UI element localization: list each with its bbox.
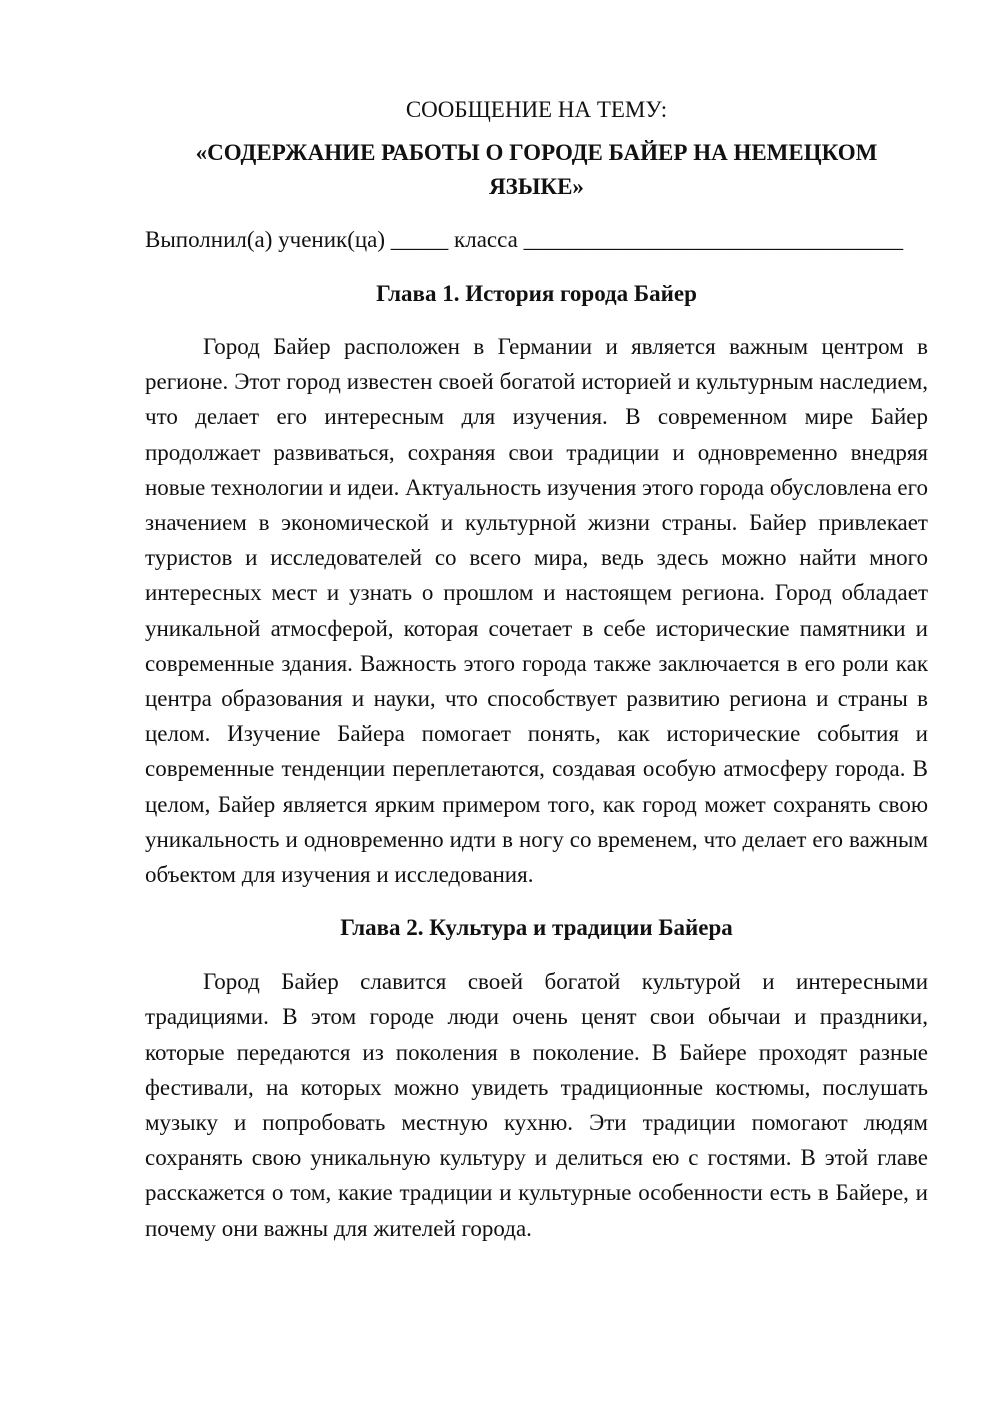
document-header-label: СООБЩЕНИЕ НА ТЕМУ:	[405, 97, 668, 122]
document-page	[145, 90, 928, 1246]
document-title: «СОДЕРЖАНИЕ РАБОТЫ О ГОРОДЕ БАЙЕР НА НЕМЕЦКОМ ЯЗЫКЕ»	[195, 140, 878, 199]
author-line: Выполнил(а) ученик(ца) _____ класса _________________________________	[145, 227, 904, 252]
chapter-1-title: Глава 1. История города Байер	[376, 281, 697, 306]
chapter-1-paragraph: Город Байер расположен в Германии и является важным центром в регионе. Этот город известен своей богатой историей и культурным наследием, что делает его интересным для изучения. В современном мире Байер продолжает развиваться, сохраняя свои традиции и одновременно внедряя новые технологии и идеи. Актуальность изучения этого города обусловлена его значением в экономической и культурной жизни страны. Байер привлекает туристов и исследователей со всего мира, ведь здесь можно найти много интересных мест и узнать о прошлом и настоящем региона. Город обладает уникальной атмосферой, которая сочетает в себе исторические памятники и современные здания. Важность этого города также заключается в его роли как центра образования и науки, что способствует развитию региона и страны в целом. Изучение Байера помогает понять, как исторические события и современные тенденции переплетаются, создавая особую атмосферу города. В целом, Байер является ярким примером того, как город может сохранять свою уникальность и одновременно идти в ногу со временем, что делает его важным объектом для изучения и исследования.	[145, 334, 928, 888]
chapter-2-title: Глава 2. Культура и традиции Байера	[340, 915, 733, 941]
chapter-2-paragraph: Город Байер славится своей богатой культурой и интересными традициями. В этом городе люди очень ценят свои обычаи и праздники, которые передаются из поколения в поколение. В Байере проходят разные фестивали, на которых можно увидеть традиционные костюмы, послушать музыку и попробовать местную кухню. Эти традиции помогают людям сохранять свою уникальную культуру и делиться ею с гостями. В этой главе расскажется о том, какие традиции и культурные особенности есть в Байере, и почему они важны для жителей города.	[145, 969, 928, 1241]
